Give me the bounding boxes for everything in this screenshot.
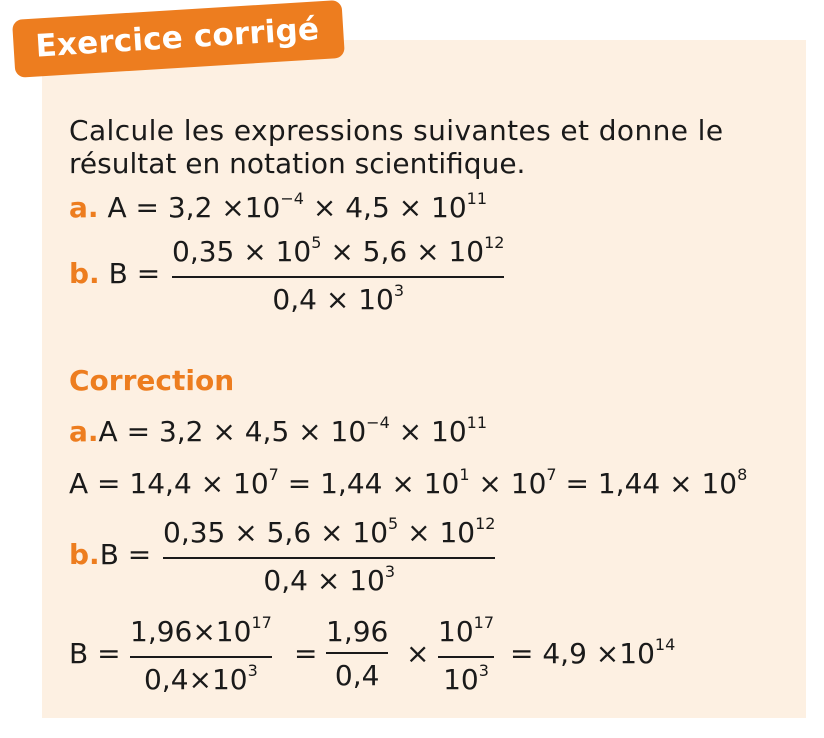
correction-a-line-2: $A = 14,4 \times 10^7 = 1,44 \times 10^1 \times 10^7 = 1,44 \times 10^8$ (69, 465, 748, 500)
question-b-fraction (172, 233, 505, 320)
correction-b-label-row (69, 538, 151, 571)
fraction-bar (130, 656, 272, 658)
question-a-exp-1: −4 (280, 189, 304, 208)
correction-b2-fraction-1 (130, 613, 272, 700)
fraction-bar (438, 656, 494, 658)
correction-b2-text: B = (69, 637, 121, 670)
correction-b-denominator: $0,4 \times 10^3$ (263, 562, 396, 597)
question-a (69, 191, 487, 224)
correction-b-numerator: $0,35 \times 5,6 \times 10^5 \times 10^{12}$ (163, 514, 496, 549)
question-b-text: B = (108, 257, 161, 290)
correction-b2-fraction-2 (326, 616, 388, 692)
banner-title: Exercice corrigé (34, 11, 321, 65)
statement-line-2: résultat en notation scientifique. (69, 147, 526, 180)
question-a-label: a. (69, 191, 99, 224)
correction-a-line-1: $a.A = 3,2 \times 4,5 \times 10^{-4} \times 10^{11}$ (69, 413, 488, 448)
correction-b-fraction (163, 514, 496, 601)
fraction-bar (163, 557, 495, 559)
fraction-bar (172, 276, 504, 278)
question-a-text-2: × 4,5 × 10 (303, 191, 467, 224)
fraction-denominator: $10^3$ (443, 661, 489, 696)
fraction-numerator: 1,96 (326, 615, 389, 648)
question-a-exp-2: 11 (466, 189, 488, 208)
statement-line-1: Calcule les expressions suivantes et donne le (69, 114, 724, 147)
question-b-label-row (69, 257, 160, 290)
correction-a-label: a. (69, 415, 99, 448)
question-b-denominator: $0,4 \times 10^3$ (272, 281, 405, 316)
correction-b2-equals: = (294, 637, 318, 670)
fraction-bar (326, 652, 388, 654)
question-b-numerator: $0,35 \times 10^5 \times 5,6 \times 10^{12}$ (172, 233, 505, 268)
correction-heading: Correction (69, 364, 235, 397)
fraction-denominator: 0,4 (334, 659, 380, 692)
question-a-text-1: A = 3,2 ×10 (107, 191, 281, 224)
correction-b2-result: = $4,9 \times 10^{14}$ (510, 635, 676, 670)
correction-b2-times: × (406, 637, 430, 670)
fraction-denominator: $0,4\times 10^3$ (143, 661, 258, 696)
fraction-numerator: $1,96\times 10^{17}$ (130, 613, 272, 648)
fraction-numerator: $10^{17}$ (438, 613, 494, 648)
question-b-label: b. (69, 257, 100, 290)
correction-b-text: B = (99, 538, 152, 571)
correction-b2-fraction-3 (438, 613, 494, 700)
correction-b-label: b. (69, 538, 100, 571)
